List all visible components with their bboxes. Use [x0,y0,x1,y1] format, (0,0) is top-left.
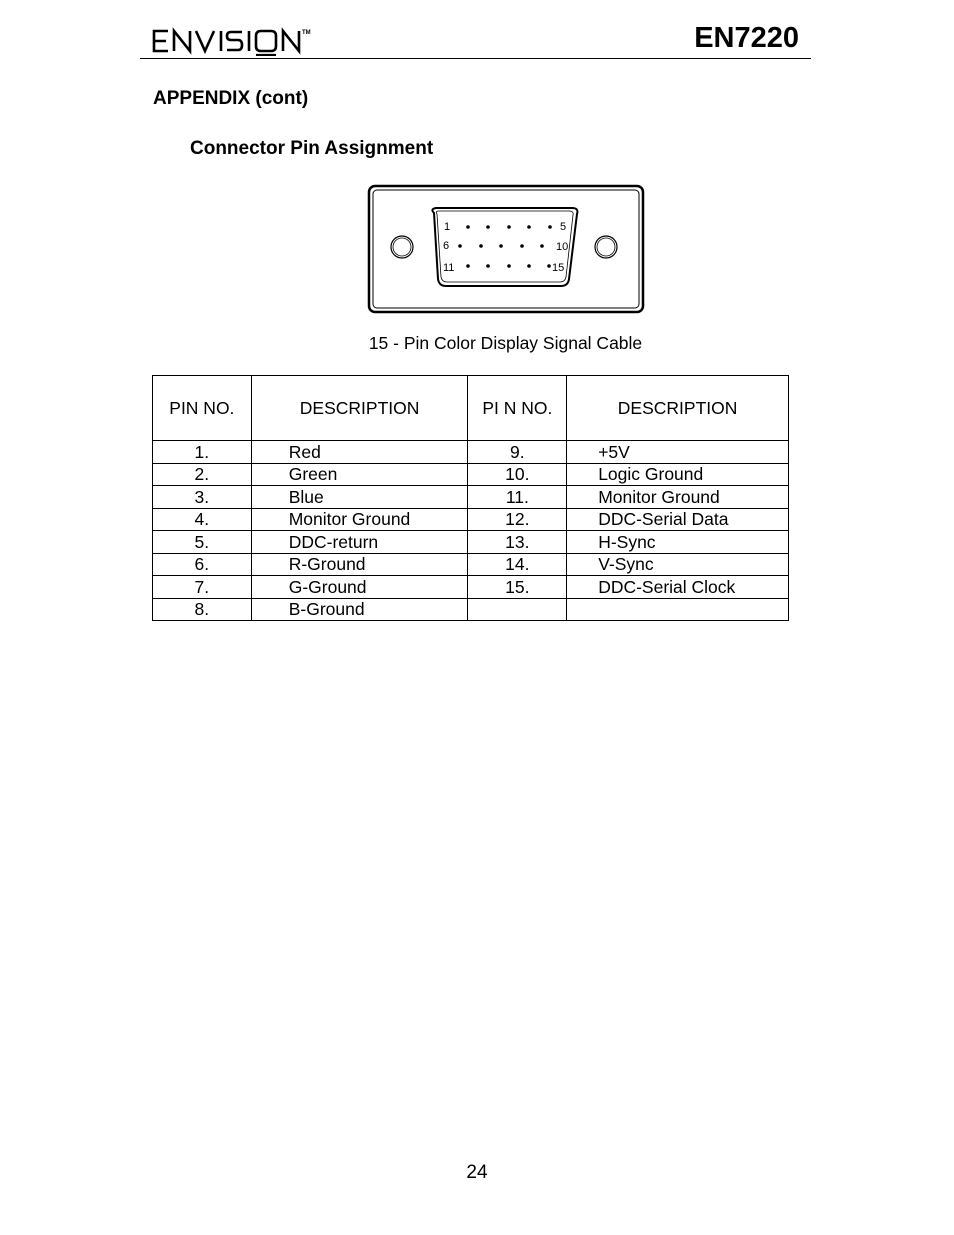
pin-description: R-Ground [251,553,468,576]
table-row [153,441,789,464]
table-row [153,486,789,509]
pin-description: Monitor Ground [251,508,468,531]
pin-description: Blue [251,486,468,509]
table-row [153,598,789,621]
table-row [153,508,789,531]
pin-number: 13. [468,531,567,554]
pin-description [567,598,789,621]
header-pin-no-2: PI N NO. [468,376,567,441]
pin-description: H-Sync [567,531,789,554]
pin-label-10: 10 [556,241,569,253]
pin-description: Monitor Ground [567,486,789,509]
header-description: DESCRIPTION [251,376,468,441]
figure-caption: 15 - Pin Color Display Signal Cable [368,333,643,353]
header-pin-no: PIN NO. [153,376,252,441]
pin-number: 1. [153,441,252,464]
pin-assignment-table [152,375,789,621]
envision-logo [152,22,372,56]
table-header-row [153,376,789,441]
pin-number: 11. [468,486,567,509]
pin-description: G-Ground [251,576,468,599]
pin-description: +5V [567,441,789,464]
pin-description: V-Sync [567,553,789,576]
pin-number: 15. [468,576,567,599]
page-header [140,18,811,59]
pin-label-6: 6 [443,240,450,252]
pin-number: 4. [153,508,252,531]
pin-description: Logic Ground [567,463,789,486]
page-number: 24 [466,1162,488,1183]
pin-number: 14. [468,553,567,576]
pin-description: Green [251,463,468,486]
pin-number: 6. [153,553,252,576]
pin-number: 9. [468,441,567,464]
pin-description: DDC-Serial Clock [567,576,789,599]
pin-description: Red [251,441,468,464]
trademark-mark: TM [302,30,311,36]
table-row [153,576,789,599]
pin-number: 2. [153,463,252,486]
section-title: Connector Pin Assignment [190,138,434,159]
pin-description: DDC-return [251,531,468,554]
pin-label-15: 15 [552,262,565,274]
pin-number: 7. [153,576,252,599]
pin-label-1: 1 [444,221,451,233]
pin-description: DDC-Serial Data [567,508,789,531]
pin-number: 3. [153,486,252,509]
pin-label-5: 5 [560,221,567,233]
pin-number [468,598,567,621]
table-row [153,463,789,486]
table-row [153,553,789,576]
appendix-heading: APPENDIX (cont) [153,88,309,109]
pin-number: 12. [468,508,567,531]
pin-description: B-Ground [251,598,468,621]
pin-number: 8. [153,598,252,621]
header-description-2: DESCRIPTION [567,376,789,441]
vga-connector-diagram [366,183,646,315]
pin-number: 10. [468,463,567,486]
table-row [153,531,789,554]
pin-number: 5. [153,531,252,554]
pin-label-11: 11 [443,262,455,274]
model-number: EN7220 [694,22,799,54]
